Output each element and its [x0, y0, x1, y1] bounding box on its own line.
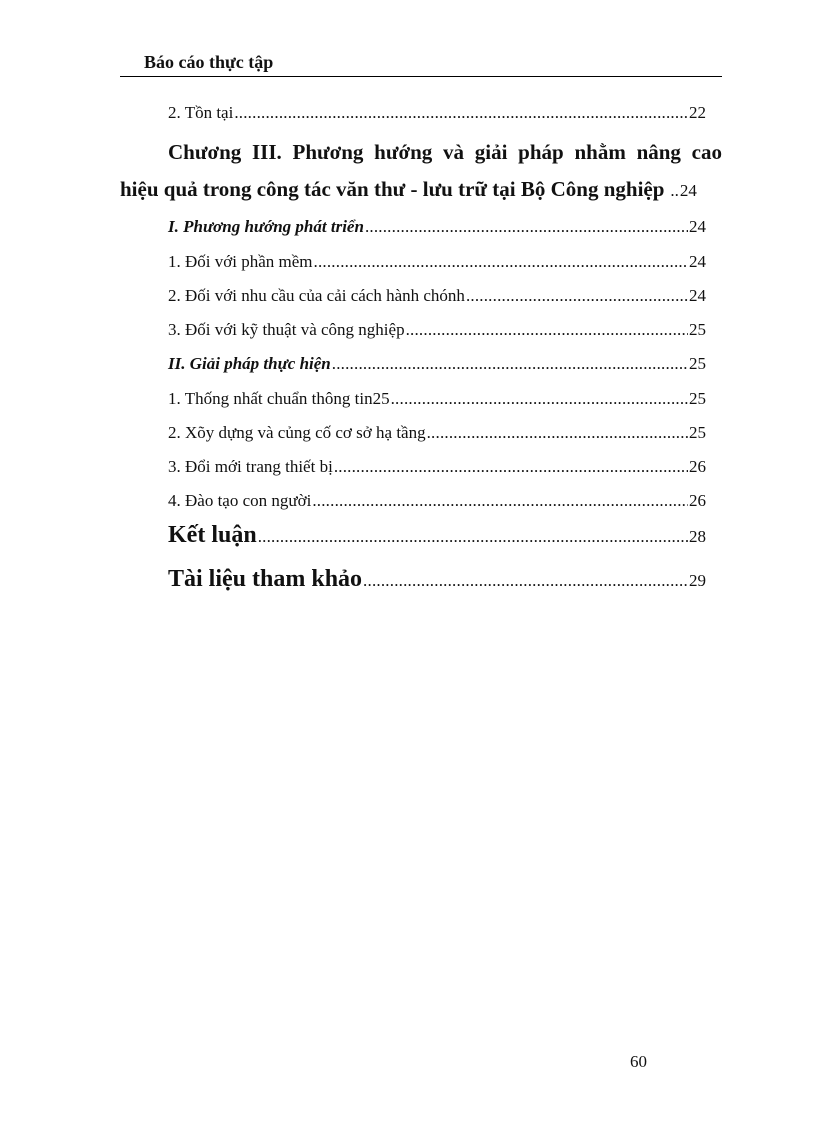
toc-label: 1. Đối với phần mềm	[168, 252, 313, 271]
toc-entry-s2-item4[interactable]	[168, 491, 706, 511]
toc-leader-dots	[365, 217, 688, 237]
toc-leader-dots	[427, 423, 688, 443]
toc-page-number: 26	[689, 491, 706, 510]
toc-label: 2. Đối với nhu cầu của cải cách hành chónh	[168, 286, 465, 305]
toc-page-number: 25	[689, 389, 706, 408]
toc-page-number: 24	[689, 217, 706, 236]
page-number: 60	[630, 1052, 647, 1071]
toc-entry-ton-tai[interactable]	[168, 103, 706, 123]
page-header	[120, 52, 722, 77]
toc-label: Tài liệu tham khảo	[168, 566, 363, 592]
toc-entry-s1-item2[interactable]	[168, 286, 706, 306]
toc-page-number: 22	[689, 103, 706, 122]
toc-chapter3-line2[interactable]	[120, 177, 722, 202]
toc-leader-dots	[314, 252, 689, 272]
header-title: Báo cáo thực tập	[144, 52, 274, 72]
toc-entry-conclusion[interactable]	[168, 522, 706, 549]
toc-entry-s2-item3[interactable]	[168, 457, 706, 477]
toc-leader-dots	[258, 527, 688, 547]
toc-label: I. Phương hướng phát triển	[168, 217, 364, 236]
toc-page-number: 28	[689, 527, 706, 546]
toc-leader-dots	[391, 389, 688, 409]
toc-page-number: 24	[689, 252, 706, 271]
toc-label: 4. Đào tạo con người	[168, 491, 312, 510]
toc-leader-dots	[363, 571, 688, 591]
toc-entry-references[interactable]	[168, 566, 706, 593]
toc-page-number: 25	[689, 423, 706, 442]
toc-page-number: 25	[689, 354, 706, 373]
toc-label: 3. Đối với kỹ thuật và công nghiệp	[168, 320, 405, 339]
toc-label: 2. Tồn tại	[168, 103, 234, 122]
toc-label: 3. Đổi mới trang thiết bị	[168, 457, 333, 476]
toc-leader-dots	[334, 457, 688, 477]
toc-label: hiệu quả trong công tác văn thư - lưu trữ tại Bộ Công nghiệp	[120, 177, 665, 201]
toc-page-number: 29	[689, 571, 706, 590]
toc-leader-dots	[332, 354, 688, 374]
toc-page-number: 24	[689, 286, 706, 305]
toc-chapter3-line1[interactable]: Chương III. Phương hướng và giải pháp nhằm nâng cao	[168, 140, 722, 164]
toc-page-number: 25	[689, 320, 706, 339]
toc-page-number: 26	[689, 457, 706, 476]
toc-section-2[interactable]	[168, 354, 706, 374]
toc-entry-s2-item2[interactable]	[168, 423, 706, 443]
toc-leader-dots	[234, 103, 688, 123]
toc-page-number: 24	[679, 181, 697, 200]
toc-label: 1. Thống nhất chuẩn thông tin25	[168, 389, 390, 408]
toc-leader-dots	[406, 320, 688, 340]
toc-label: 2. Xõy dựng và củng cố cơ sở hạ tầng	[168, 423, 426, 442]
toc-leader-dots: ..	[670, 181, 679, 200]
toc-entry-s2-item1[interactable]	[168, 389, 706, 409]
toc-entry-s1-item1[interactable]	[168, 252, 706, 272]
toc-label: II. Giải pháp thực hiện	[168, 354, 331, 373]
toc-label: Kết luận	[168, 522, 257, 548]
toc-section-1[interactable]	[168, 217, 706, 237]
toc-leader-dots	[466, 286, 688, 306]
toc-leader-dots	[312, 491, 688, 511]
toc-entry-s1-item3[interactable]	[168, 320, 706, 340]
